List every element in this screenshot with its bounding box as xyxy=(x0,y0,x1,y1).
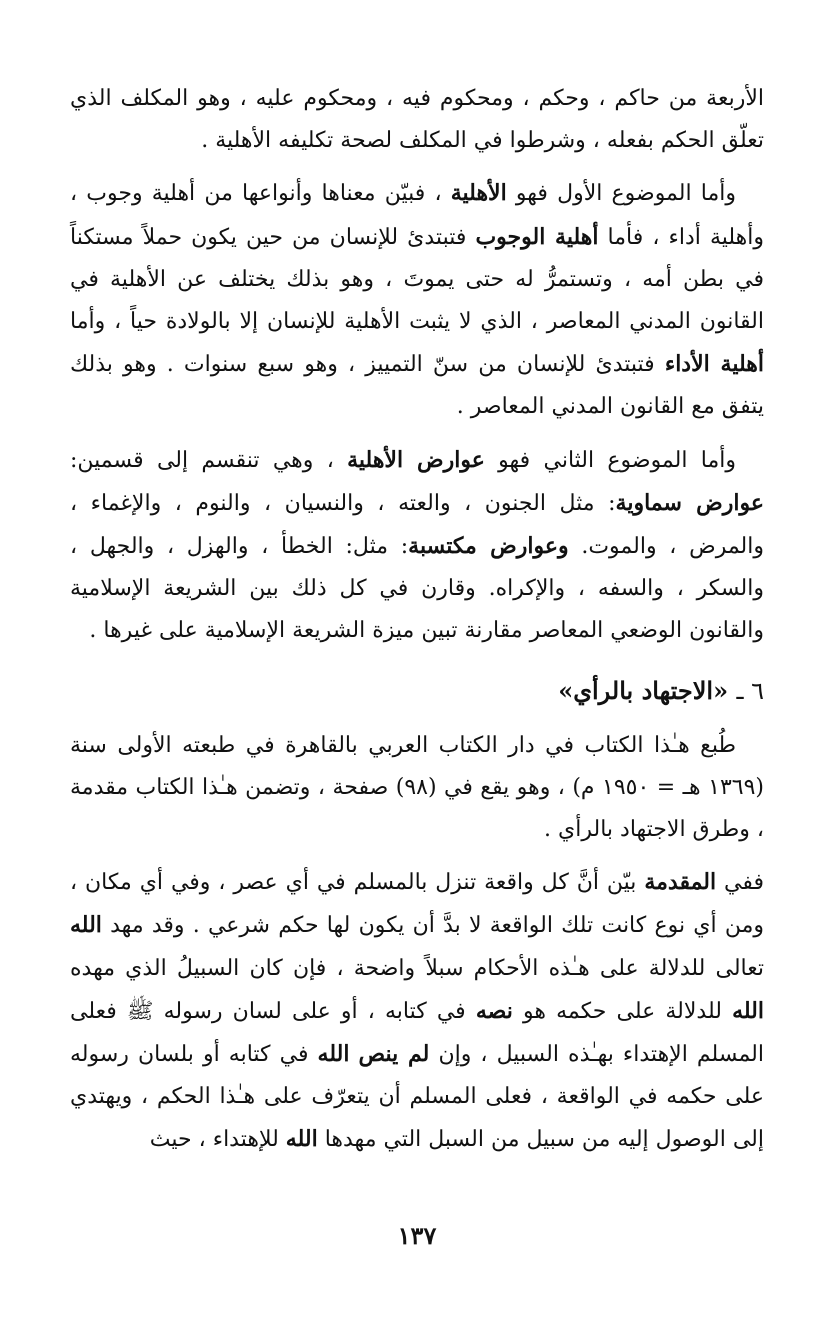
paragraph-book-info xyxy=(70,725,764,852)
section-number: ٦ ـ xyxy=(736,676,764,705)
paragraph-legal-capacity xyxy=(70,172,764,428)
section-heading xyxy=(70,671,764,711)
text-run xyxy=(349,1042,358,1067)
text-run: : مثل الجنون ، والعته ، والنسيان ، والنوم ، والإغماء ، والمرض ، والموت. xyxy=(70,490,765,560)
text-run: وأما الموضوع الثاني فهو xyxy=(484,447,736,473)
text-run: ، وهي تنقسم إلى قسمين: xyxy=(70,447,348,473)
bold-term: نصه xyxy=(475,997,513,1024)
bold-term: الله xyxy=(70,912,102,939)
text-run: في كتابه ، أو على لسان رسوله ﷺ فعلى المسلم الإهتداء بهـٰذه السبيل ، وإن xyxy=(70,998,764,1068)
text-run: ، فبيّن معناها وأنواعها من أهلية وجوب ، وأهلية أداء ، فأما xyxy=(70,181,765,250)
bold-term: وعوارض مكتسبة xyxy=(408,533,569,560)
paragraph-capacity-impediments xyxy=(70,439,764,653)
page-number: ١٣٧ xyxy=(397,1221,437,1250)
text-run: وأما الموضوع الأول فهو xyxy=(506,181,736,207)
bold-term: الله xyxy=(317,1041,350,1068)
paragraph-introduction xyxy=(70,861,764,1161)
text-run: الأربعة من حاكم ، وحكم ، ومحكوم فيه ، ومحكوم عليه ، وهو المكلف الذي تعلّق الحكم بفعله ، وشرطوا في المكلف لصحة تكليفه الأهلية . xyxy=(70,86,764,154)
bold-term: المقدمة xyxy=(644,869,717,896)
text-run: للإهتداء ، حيث xyxy=(149,1127,286,1153)
text-run: في كتابه أو بلسان رسوله على حكمه في الواقعة ، فعلى المسلم أن يتعرّف على هـٰذا الحكم ، ويهتدي إلى الوصول إليه من سبيل من السبل التي مهدها xyxy=(70,1042,764,1153)
text-run: ففي xyxy=(716,870,764,896)
text-run: فتبتدئ للإنسان من سنّ التمييز ، وهو سبع سنوات . وهو بذلك يتفق مع القانون المدني المعاصر . xyxy=(70,352,764,420)
bold-term: عوارض الأهلية xyxy=(347,446,485,473)
text-run: للدلالة على حكمه هو xyxy=(512,998,733,1024)
section-title: «الاجتهاد بالرأي» xyxy=(558,675,729,705)
bold-term: أهلية الوجوب xyxy=(475,223,599,250)
bold-term: الله xyxy=(732,997,764,1024)
text-run: تعالى للدلالة على هـٰذه الأحكام سبلاً واضحة ، فإن كان السبيلُ الذي مهده xyxy=(70,955,764,981)
bold-term: لم ينص xyxy=(358,1041,430,1068)
bold-term: الأهلية xyxy=(450,180,507,207)
bold-term: الله xyxy=(285,1126,318,1153)
text-run: طُبع هـٰذا الكتاب في دار الكتاب العربي بالقاهرة في طبعته الأولى سنة (١٣٦٩ هـ = ١٩٥٠ م) ، وهو يقع في (٩٨) صفحة ، وتضمن هـٰذا الكتاب مقدمة ، وطرق الاجتهاد بالرأي . xyxy=(70,732,764,843)
book-page xyxy=(70,78,764,1258)
text-run: بيّن أنَّ كل واقعة تنزل بالمسلم في أي عصر ، وفي أي مكان ، ومن أي نوع كانت تلك الواقعة لا بدَّ أن يكون لها حكم شرعي . وقد مهد xyxy=(70,870,764,939)
text-run: : مثل: الخطأ ، والهزل ، والجهل ، والسكر ، والسفه ، والإكراه. وقارن في كل ذلك بين الشريعة الإسلامية والقانون الوضعي المعاصر مقارنة تبين ميزة الشريعة الإسلامية على غيرها . xyxy=(70,534,764,644)
bold-term: أهلية الأداء xyxy=(664,351,764,378)
paragraph-continued xyxy=(70,78,764,162)
text-run: فتبتدئ للإنسان من حين يكون حملاً مستكناً في بطن أمه ، وتستمرُّ له حتى يموتَ ، وهو بذلك يختلف عن الأهلية في القانون المدني المعاصر ، الذي لا يثبت الأهلية للإنسان إلا بالولادة حياً ، وأما xyxy=(70,224,764,335)
bold-term: عوارض سماوية xyxy=(615,489,764,516)
